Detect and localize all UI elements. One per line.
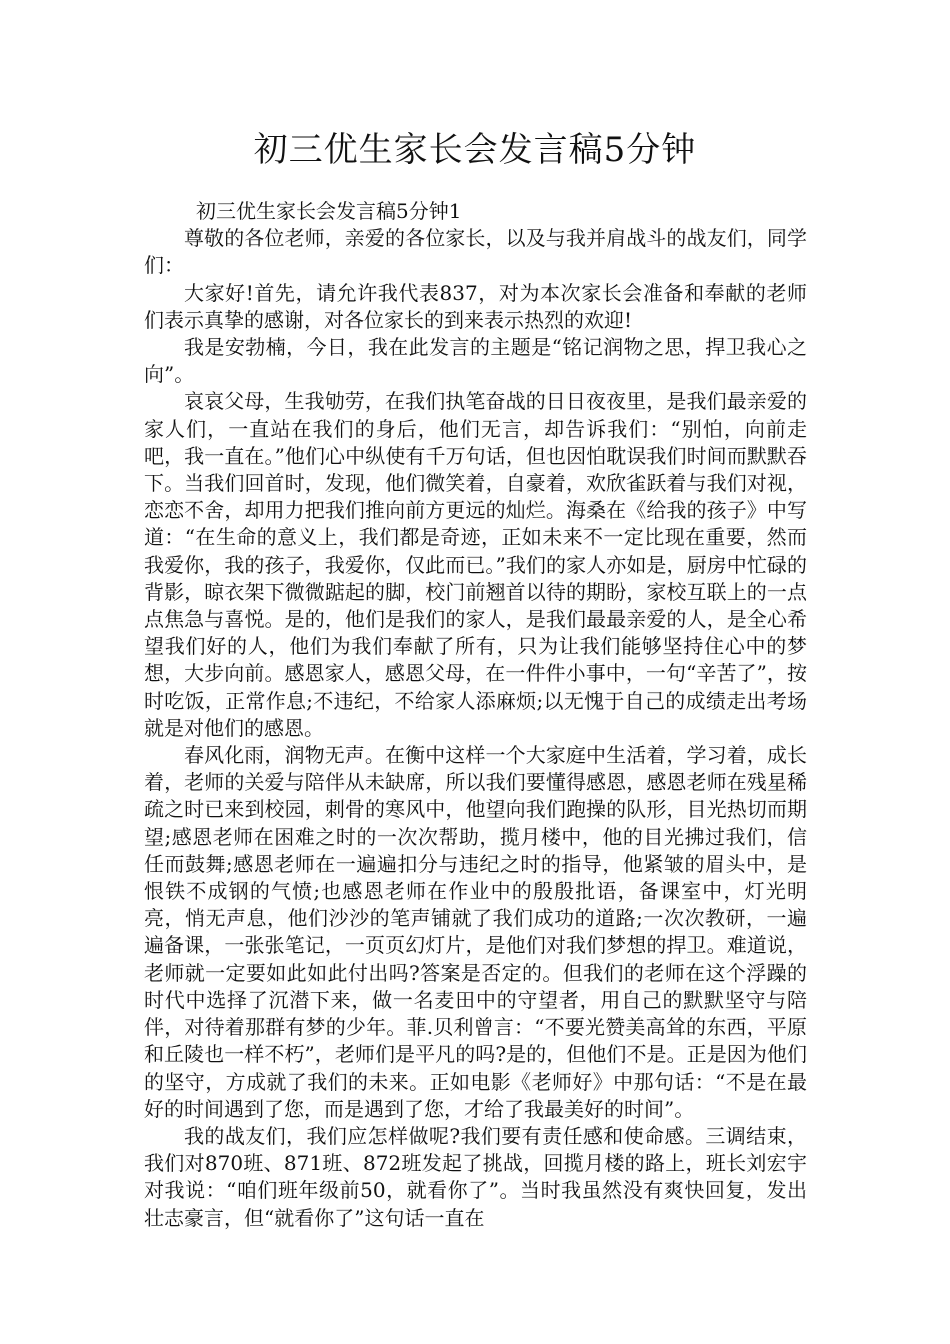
paragraph-teachers: 春风化雨，润物无声。在衡中这样一个大家庭中生活着，学习着，成长着，老师的关爱与陪伴从未缺席，所以我们要懂得感恩，感恩老师在残星稀疏之时已来到校园，刺骨的寒风中，他望向我们跑操的队形，目光热切而期望;感恩老师在困难之时的一次次帮助，揽月楼中，他的目光拂过我们，信任而鼓舞;感恩老师在一遍遍扣分与违纪之时的指导，他紧皱的眉头中，是恨铁不成钢的气愤;也感恩老师在作业中的殷殷批语，备课室中，灯光明亮，悄无声息，他们沙沙的笔声铺就了我们成功的道路;一次次教研，一遍遍备课，一张张笔记，一页页幻灯片，是他们对我们梦想的捍卫。难道说，老师就一定要如此如此付出吗?答案是否定的。但我们的老师在这个浮躁的时代中选择了沉潜下来，做一名麦田中的守望者，用自己的默默坚守与陪伴，对待着那群有梦的少年。菲.贝利曾言：“不要光赞美高耸的东西，平原和丘陵也一样不朽”，老师们是平凡的吗?是的，但他们不是。正是因为他们的坚守，方成就了我们的未来。正如电影《老师好》中那句话：“不是在最好的时间遇到了您，而是遇到了您，才给了我最美好的时间”。 xyxy=(144,743,807,1121)
paragraph-classmates: 我的战友们，我们应怎样做呢?我们要有责任感和使命感。三调结束，我们对870班、871班、872班发起了挑战，回揽月楼的路上，班长刘宏宇对我说：“咱们班年级前50，就看你了”。当时我虽然没有爽快回复，发出壮志豪言，但“就看你了”这句话一直在 xyxy=(144,1123,807,1230)
section-subheading: 初三优生家长会发言稿5分钟1 xyxy=(196,199,462,223)
paragraph-theme: 我是安勃楠，今日，我在此发言的主题是“铭记润物之思，捍卫我心之向”。 xyxy=(144,335,807,387)
document-title: 初三优生家长会发言稿5分钟 xyxy=(253,130,697,170)
paragraph-parents: 哀哀父母，生我劬劳，在我们执笔奋战的日日夜夜里，是我们最亲爱的家人们，一直站在我们的身后，他们无言，却告诉我们：“别怕，向前走吧，我一直在。”他们心中纵使有千万句话，但也因怕耽误我们时间而默默吞下。当我们回首时，发现，他们微笑着，自豪着，欢欣雀跃着与我们对视，恋恋不舍，却用力把我们推向前方更远的灿烂。海桑在《给我的孩子》中写道：“在生命的意义上，我们都是奇迹，正如未来不一定比现在重要，然而我爱你，我的孩子，我爱你，仅此而已。”我们的家人亦如是，厨房中忙碌的背影，晾衣架下微微踮起的脚，校门前翘首以待的期盼，家校互联上的一点点焦急与喜悦。是的，他们是我们的家人，是我们最最亲爱的人，是全心希望我们好的人，他们为我们奉献了所有，只为让我们能够坚持住心中的梦想，大步向前。感恩家人，感恩父母，在一件件小事中，一句“辛苦了”，按时吃饭，正常作息;不违纪，不给家人添麻烦;以无愧于自己的成绩走出考场就是对他们的感恩。 xyxy=(144,389,807,740)
paragraph-salutation: 尊敬的各位老师，亲爱的各位家长，以及与我并肩战斗的战友们，同学们： xyxy=(144,226,807,278)
document-body xyxy=(144,198,807,1232)
paragraph-greeting: 大家好!首先，请允许我代表837，对为本次家长会准备和奉献的老师们表示真挚的感谢，对各位家长的到来表示热烈的欢迎! xyxy=(144,280,807,332)
